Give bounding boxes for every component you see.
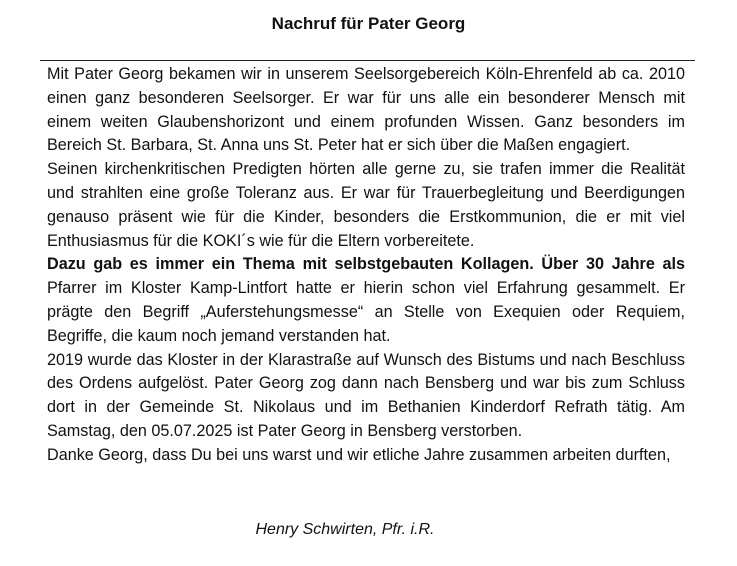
paragraph-3-continuation: Pfarrer im Kloster Kamp-Lintfort hatte er hierin schon viel Erfahrung gesammelt. Er prägte den Begriff „Auferstehungsmesse“ an Stelle von Exequien oder Requiem, Begriffe, die kaum noch jemand verstanden hat. — [47, 279, 685, 345]
paragraph-4: 2019 wurde das Kloster in der Klarastraße auf Wunsch des Bistums und nach Beschluss des Ordens aufgelöst. Pater Georg zog dann nach Bensberg und war bis zum Schluss dort in der Gemeinde St. Nikolaus und im Bethanien Kinderdorf Refrath tätig. Am Samstag, den 05.07.2025 ist Pater Georg in Bensberg verstorben. — [47, 350, 685, 440]
signature: Henry Schwirten, Pfr. i.R. — [255, 521, 435, 538]
paragraph-3 — [47, 253, 685, 348]
paragraph-1: Mit Pater Georg bekamen wir in unserem Seelsorgebereich Köln-Ehrenfeld ab ca. 2010 einen ganz besonderen Seelsorger. Er war für uns alle ein besonderer Mensch mit einem weiten Glaubenshorizont und einem profunden Wissen. Ganz besonders im Bereich St. Barbara, St. Anna uns St. Peter hat er sich über die Maßen engagiert. — [47, 65, 685, 155]
bold-sentence: Dazu gab es immer ein Thema mit selbstgebauten Kollagen. Über 30 Jahre als — [47, 255, 685, 274]
title-divider — [40, 60, 695, 61]
paragraph-2: Seinen kirchenkritischen Predigten hörten alle gerne zu, sie trafen immer die Realität und strahlten eine große Toleranz aus. Er war für Trauerbegleitung und Beerdigungen genauso präsent wie für die Kinder, besonders die Erstkommunion, die er mit viel Enthusiasmus für die KOKI´s wie für die Eltern vorbereitete. — [47, 160, 685, 250]
document-title: Nachruf für Pater Georg — [271, 14, 466, 33]
paragraph-5: Danke Georg, dass Du bei uns warst und wir etliche Jahre zusammen arbeiten durften, — [47, 445, 671, 464]
document-body — [47, 63, 685, 468]
